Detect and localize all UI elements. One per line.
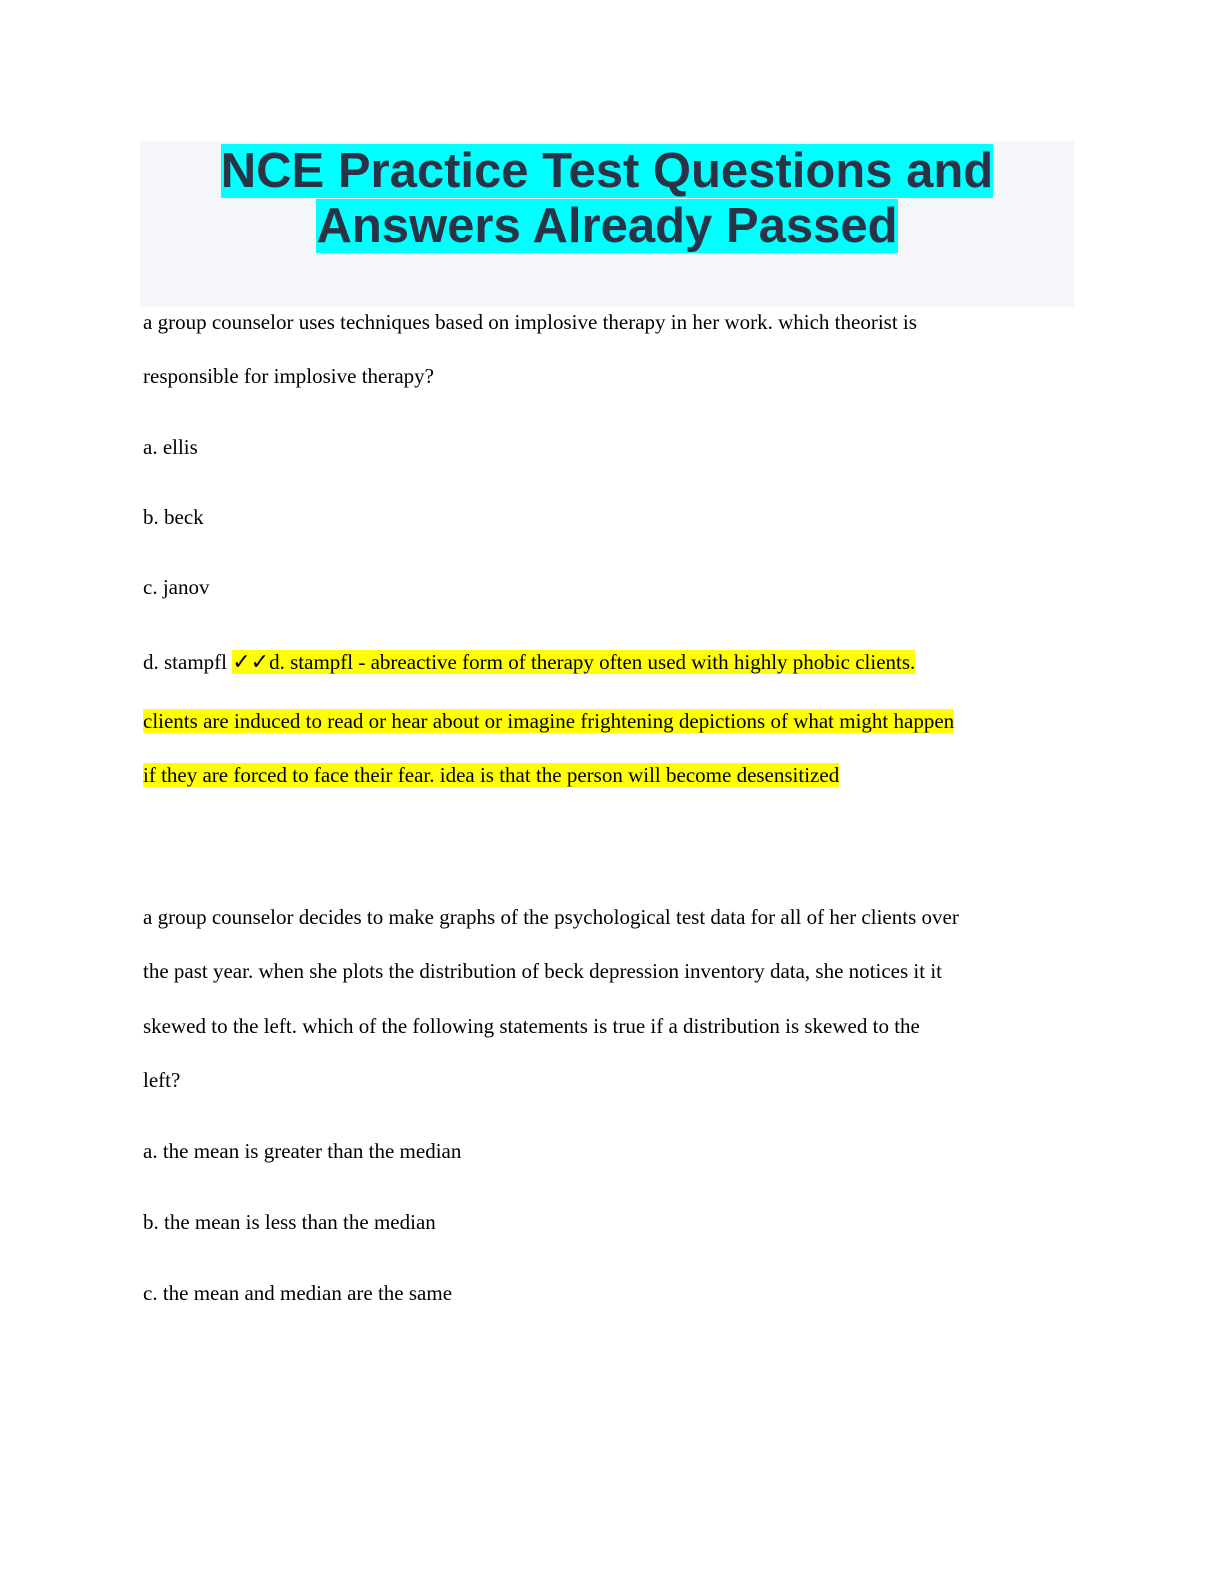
answer-line-2: clients are induced to read or hear about or imagine frightening depictions of what might happen — [143, 709, 955, 733]
double-check-icon: ✓✓ — [232, 650, 270, 675]
question-1-option-d: d. stampfl — [143, 650, 233, 674]
question-2-line-3: skewed to the left. which of the following statements is true if a distribution is skewed to the — [143, 1014, 920, 1038]
question-1-option-c: c. janov — [143, 575, 210, 599]
answer-line-3: if they are forced to face their fear. idea is that the person will become desensitized — [143, 763, 840, 787]
question-1-option-d-with-answer — [143, 649, 1083, 676]
question-2-option-c: c. the mean and median are the same — [143, 1281, 453, 1305]
question-1-option-b: b. beck — [143, 505, 204, 529]
question-2-line-4: left? — [143, 1068, 181, 1092]
question-2-line-2: the past year. when she plots the distribution of beck depression inventory data, she notices it it — [143, 959, 942, 983]
question-2-line-1: a group counselor decides to make graphs of the psychological test data for all of her clients over — [143, 905, 959, 929]
question-2-option-b: b. the mean is less than the median — [143, 1210, 436, 1234]
question-1-line-2: responsible for implosive therapy? — [143, 364, 435, 388]
answer-line-2-row — [143, 708, 1083, 734]
document-title-line-1: NCE Practice Test Questions and — [220, 144, 994, 198]
question-2-option-a: a. the mean is greater than the median — [143, 1139, 462, 1163]
answer-line-1: d. stampfl - abreactive form of therapy often used with highly phobic clients. — [269, 650, 916, 674]
question-1-line-1: a group counselor uses techniques based on implosive therapy in her work. which theorist is — [143, 310, 917, 334]
title-block — [140, 141, 1074, 307]
question-1-option-a: a. ellis — [143, 435, 198, 459]
answer-line-3-row — [143, 762, 1083, 788]
answer-highlight — [232, 650, 915, 674]
document-title-line-2: Answers Already Passed — [316, 199, 898, 253]
